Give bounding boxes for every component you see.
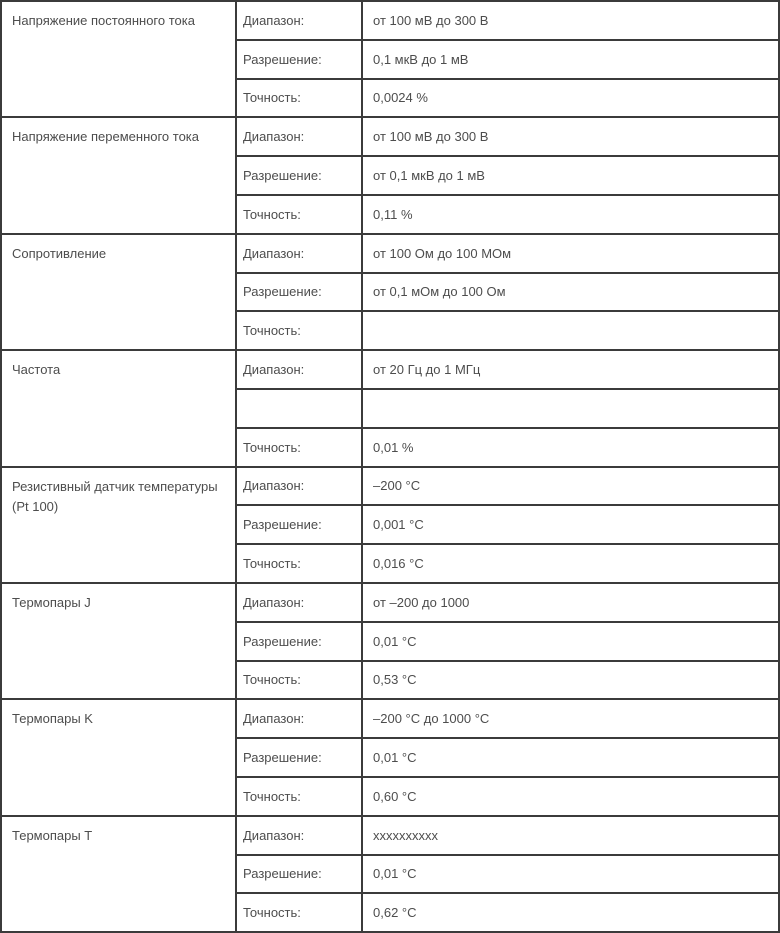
spec-value-cell: от 0,1 мкВ до 1 мВ bbox=[362, 156, 779, 195]
spec-value-cell: от 100 Ом до 100 МОм bbox=[362, 234, 779, 273]
spec-label-cell: Разрешение: bbox=[236, 273, 362, 312]
table-row bbox=[1, 699, 779, 738]
spec-value-cell: от 100 мВ до 300 В bbox=[362, 1, 779, 40]
spec-value-cell: 0,016 °C bbox=[362, 544, 779, 583]
spec-value-cell: 0,11 % bbox=[362, 195, 779, 234]
spec-value-cell: от 20 Гц до 1 МГц bbox=[362, 350, 779, 389]
spec-value-cell bbox=[362, 389, 779, 428]
spec-label-cell: Точность: bbox=[236, 79, 362, 118]
table-row bbox=[1, 350, 779, 389]
table-row bbox=[1, 467, 779, 506]
table-row bbox=[1, 234, 779, 273]
spec-value-cell: 0,01 °C bbox=[362, 738, 779, 777]
spec-value-cell: от 0,1 мОм до 100 Ом bbox=[362, 273, 779, 312]
spec-label-cell: Разрешение: bbox=[236, 622, 362, 661]
spec-value-cell: 0,0024 % bbox=[362, 79, 779, 118]
spec-label-cell: Точность: bbox=[236, 661, 362, 700]
spec-label-cell: Разрешение: bbox=[236, 855, 362, 894]
spec-label-cell: Диапазон: bbox=[236, 699, 362, 738]
table-row bbox=[1, 1, 779, 40]
spec-label-cell: Диапазон: bbox=[236, 117, 362, 156]
spec-label-cell: Точность: bbox=[236, 893, 362, 932]
spec-label-cell: Разрешение: bbox=[236, 505, 362, 544]
spec-label-cell: Точность: bbox=[236, 544, 362, 583]
spec-label-cell: Диапазон: bbox=[236, 350, 362, 389]
spec-value-cell: 0,01 °C bbox=[362, 855, 779, 894]
spec-label-cell: Точность: bbox=[236, 777, 362, 816]
parameter-name-cell: Частота bbox=[1, 350, 236, 466]
specs-table-body bbox=[1, 1, 779, 932]
spec-value-cell: 0,001 °C bbox=[362, 505, 779, 544]
table-row bbox=[1, 816, 779, 855]
spec-label-cell: Диапазон: bbox=[236, 234, 362, 273]
spec-label-cell: Диапазон: bbox=[236, 816, 362, 855]
spec-value-cell: xxxxxxxxxx bbox=[362, 816, 779, 855]
spec-label-cell: Диапазон: bbox=[236, 467, 362, 506]
spec-value-cell: от 100 мВ до 300 В bbox=[362, 117, 779, 156]
spec-label-cell: Разрешение: bbox=[236, 40, 362, 79]
spec-label-cell: Диапазон: bbox=[236, 1, 362, 40]
table-row bbox=[1, 583, 779, 622]
parameter-name-cell: Резистивный датчик температуры (Pt 100) bbox=[1, 467, 236, 583]
spec-label-cell: Разрешение: bbox=[236, 156, 362, 195]
spec-value-cell: 0,60 °C bbox=[362, 777, 779, 816]
spec-value-cell: 0,01 °C bbox=[362, 622, 779, 661]
table-row bbox=[1, 117, 779, 156]
parameter-name-cell: Напряжение переменного тока bbox=[1, 117, 236, 233]
spec-label-cell: Точность: bbox=[236, 311, 362, 350]
spec-value-cell: –200 °C bbox=[362, 467, 779, 506]
spec-value-cell: –200 °C до 1000 °C bbox=[362, 699, 779, 738]
parameter-name-cell: Сопротивление bbox=[1, 234, 236, 350]
spec-value-cell bbox=[362, 311, 779, 350]
spec-label-cell: Диапазон: bbox=[236, 583, 362, 622]
parameter-name-cell: Термопары K bbox=[1, 699, 236, 815]
spec-label-cell: Точность: bbox=[236, 428, 362, 467]
spec-value-cell: 0,53 °C bbox=[362, 661, 779, 700]
spec-label-cell bbox=[236, 389, 362, 428]
spec-value-cell: 0,1 мкВ до 1 мВ bbox=[362, 40, 779, 79]
spec-value-cell: от –200 до 1000 bbox=[362, 583, 779, 622]
parameter-name-cell: Напряжение постоянного тока bbox=[1, 1, 236, 117]
spec-label-cell: Точность: bbox=[236, 195, 362, 234]
parameter-name-cell: Термопары J bbox=[1, 583, 236, 699]
parameter-name-cell: Термопары T bbox=[1, 816, 236, 932]
spec-label-cell: Разрешение: bbox=[236, 738, 362, 777]
spec-value-cell: 0,62 °C bbox=[362, 893, 779, 932]
spec-value-cell: 0,01 % bbox=[362, 428, 779, 467]
